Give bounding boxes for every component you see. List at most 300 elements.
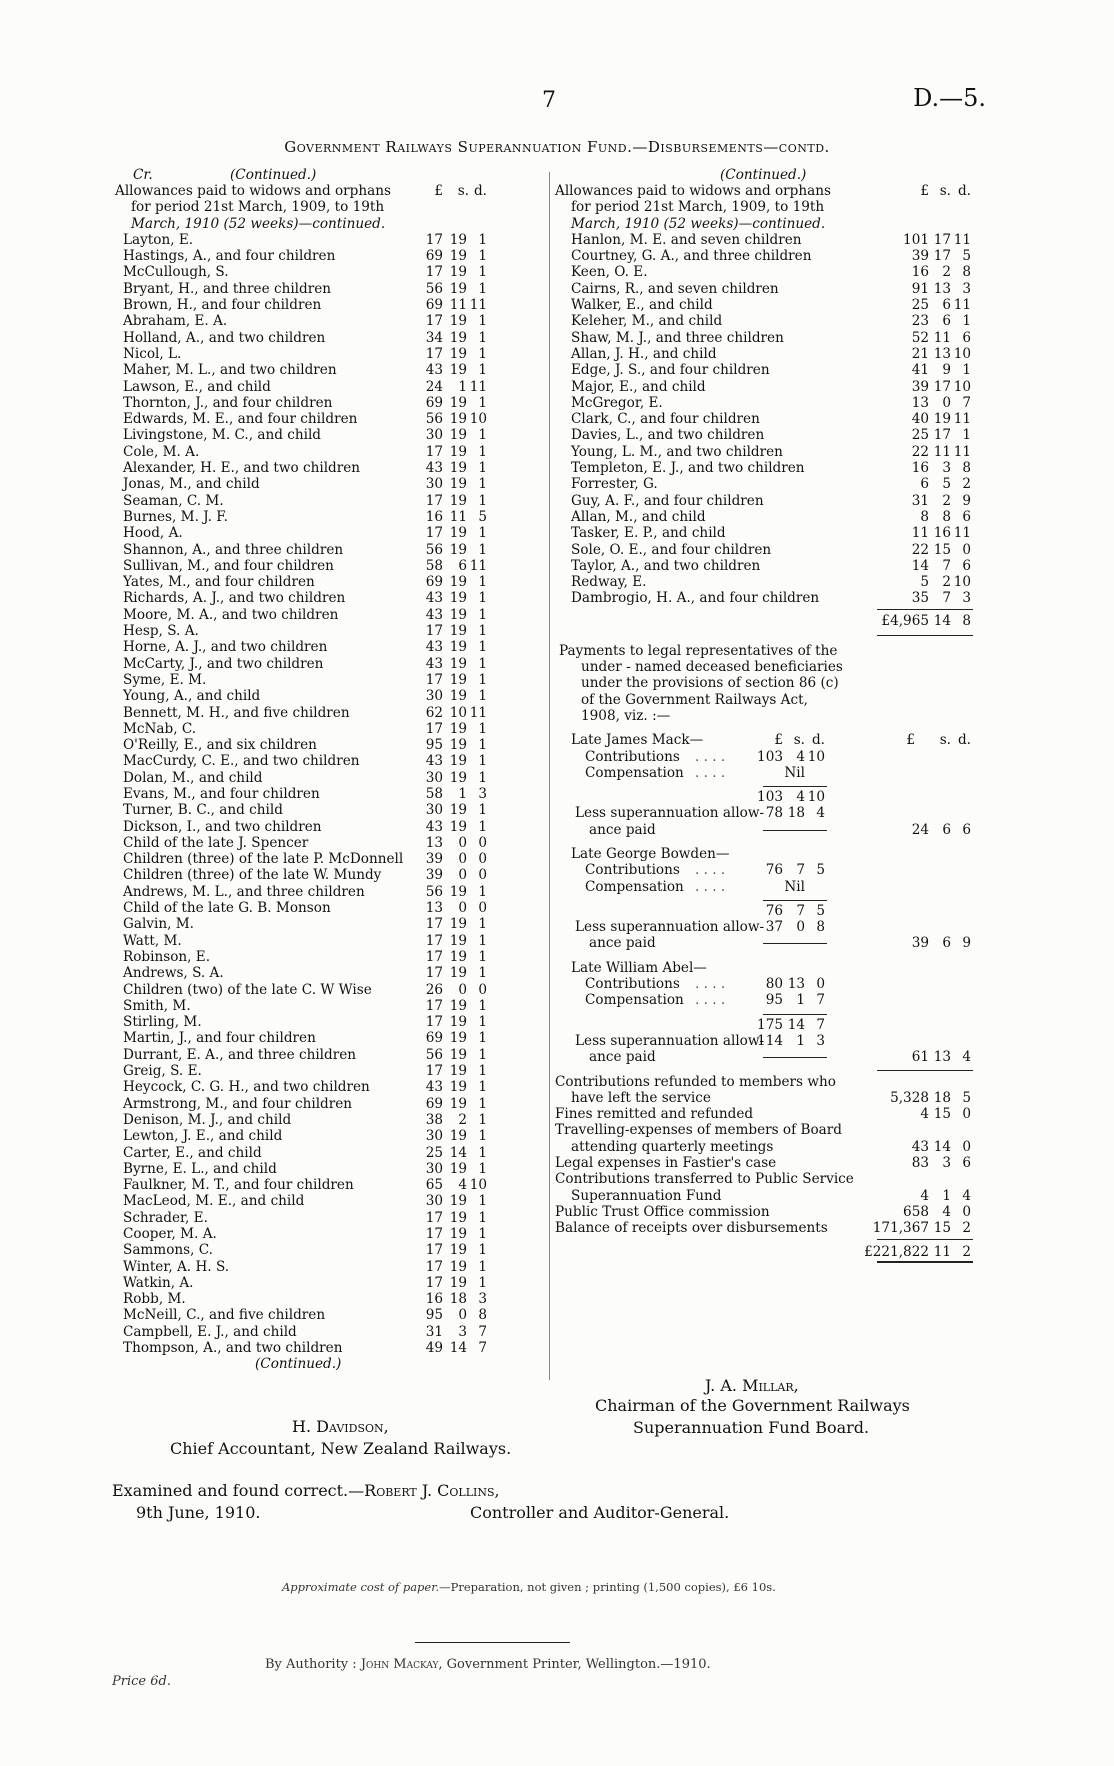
amount-shillings: 19: [449, 574, 467, 591]
payments-heading: under - named deceased beneficiaries: [581, 659, 843, 676]
amount-pounds: 69: [425, 248, 443, 265]
table-row: [115, 1259, 545, 1275]
amount-pounds: 40: [911, 411, 929, 428]
table-row: [115, 623, 545, 639]
amount-shillings: 15: [933, 541, 951, 558]
payments-heading: 1908, viz. :—: [581, 707, 671, 724]
amount-pence: 1: [478, 1014, 487, 1031]
net-pounds: 24: [911, 821, 929, 838]
amount-pence: 1: [478, 965, 487, 982]
beneficiary-name: Cooper, M. A.: [123, 1226, 217, 1242]
beneficiary-name: Bennett, M. H., and five children: [123, 704, 350, 721]
amount-pounds: 30: [425, 476, 443, 493]
amount-pounds: 171,367: [872, 1220, 929, 1237]
amount-pence: 0: [816, 976, 825, 993]
table-row: [115, 998, 545, 1014]
amount-pence: 3: [478, 785, 487, 802]
amount-pounds: 5,328: [890, 1089, 929, 1106]
price: Price 6d.: [112, 1674, 171, 1689]
table-row: [115, 1307, 545, 1323]
amount-shillings: 18: [449, 1291, 467, 1308]
amount-pounds: 16: [911, 264, 929, 281]
payments-heading: of the Government Railways Act,: [581, 691, 808, 708]
amount-shillings: 19: [449, 1160, 467, 1177]
amount-pounds: 76: [765, 902, 783, 919]
amount-shillings: 4: [942, 1203, 951, 1220]
table-row: [115, 1014, 545, 1030]
beneficiary-name: Cairns, R., and seven children: [571, 280, 779, 297]
amount-pence: 5: [962, 1089, 971, 1106]
amount-shillings: 19: [449, 688, 467, 705]
table-row: [115, 867, 545, 883]
contributions-label: Contributions: [585, 748, 680, 765]
less-label: Less superannuation allow-: [575, 1032, 765, 1049]
amount-pounds: 95: [425, 1307, 443, 1324]
amount-pence: 7: [478, 1323, 487, 1340]
table-row: [115, 411, 545, 427]
amount-pence: 6: [962, 329, 971, 346]
beneficiary-name: Young, A., and child: [123, 688, 261, 705]
beneficiary-name: Allan, J. H., and child: [571, 345, 717, 362]
amount-pounds: 95: [765, 992, 783, 1009]
beneficiary-name: Young, L. M., and two children: [571, 443, 783, 460]
amount-shillings: 10: [449, 704, 467, 721]
beneficiary-name: Maher, M. L., and two children: [123, 362, 337, 379]
table-row: [115, 444, 545, 460]
disbursement-label: attending quarterly meetings: [571, 1138, 774, 1155]
amount-pounds: 52: [911, 329, 929, 346]
amount-pounds: 41: [911, 362, 929, 379]
table-row: [115, 916, 545, 932]
contributions-label: Contributions: [585, 862, 680, 879]
amount-shillings: 19: [449, 443, 467, 460]
amount-shillings: 14: [449, 1144, 467, 1161]
amount-pounds: 16: [911, 460, 929, 477]
allowance-heading: for period 21st March, 1909, to 19th: [571, 199, 825, 216]
right-column: [555, 167, 985, 1263]
table-row: [115, 737, 545, 753]
amount-pence: 11: [469, 378, 487, 395]
table-row: [115, 379, 545, 395]
net-pence: 6: [962, 821, 971, 838]
amount-shillings: 19: [449, 623, 467, 640]
amount-shillings: 4: [796, 789, 805, 806]
amount-shillings: 0: [458, 1307, 467, 1324]
amount-shillings: 3: [458, 1323, 467, 1340]
table-row: [555, 444, 985, 460]
amount-pence: 8: [962, 264, 971, 281]
amount-shillings: 19: [449, 883, 467, 900]
net-shillings: 6: [942, 821, 951, 838]
amount-shillings: 19: [449, 818, 467, 835]
estate-compensation: [555, 765, 985, 781]
amount-pence: 1: [478, 574, 487, 591]
table-row: [555, 411, 985, 427]
table-row: [555, 509, 985, 525]
amount-pounds: 23: [911, 313, 929, 330]
amount-pence: 7: [816, 1016, 825, 1033]
table-row: [555, 542, 985, 558]
rule: [763, 786, 827, 787]
table-row: [115, 851, 545, 867]
amount-pounds: 13: [911, 394, 929, 411]
amount-shillings: 14: [449, 1340, 467, 1357]
disbursement-label: Contributions refunded to members who: [555, 1073, 836, 1090]
payments-heading: under the provisions of section 86 (c): [581, 675, 839, 692]
amount-pounds: 31: [911, 492, 929, 509]
table-row: [115, 965, 545, 981]
amount-pounds: 5: [920, 574, 929, 591]
amount-shillings: 15: [933, 1220, 951, 1237]
table-row: [115, 1324, 545, 1340]
amount-shillings: 19: [449, 965, 467, 982]
rule: [763, 1057, 827, 1058]
col-head-pounds: £: [906, 732, 915, 749]
contributions-label: Contributions: [585, 976, 680, 993]
amount-shillings: 19: [449, 606, 467, 623]
beneficiary-name: O'Reilly, E., and six children: [123, 737, 317, 754]
amount-pence: 1: [478, 362, 487, 379]
amount-shillings: 1: [458, 785, 467, 802]
amount-pence: 1: [478, 916, 487, 933]
estate-contributions: [555, 976, 985, 992]
amount-pounds: 16: [425, 508, 443, 525]
amount-pence: 10: [469, 1177, 487, 1194]
amount-pounds: 49: [425, 1340, 443, 1357]
estate-name-row: [555, 846, 985, 862]
leader-dots: . . . .: [695, 764, 726, 781]
amount-pence: 11: [953, 443, 971, 460]
col-head-pounds: £: [774, 732, 783, 749]
amount-pounds: 38: [425, 1111, 443, 1128]
beneficiary-name: McNab, C.: [123, 720, 197, 737]
amount-pounds: 62: [425, 704, 443, 721]
amount-pounds: 17: [425, 916, 443, 933]
table-row: [555, 232, 985, 248]
amount-pence: 1: [478, 769, 487, 786]
table-row: [115, 362, 545, 378]
column-divider: [549, 172, 550, 1380]
amount-pence: 1: [478, 460, 487, 477]
table-row: [555, 558, 985, 574]
beneficiary-name: Andrews, M. L., and three children: [123, 883, 365, 900]
amount-pounds: 43: [425, 590, 443, 607]
amount-shillings: 19: [933, 411, 951, 428]
amount-shillings: 19: [449, 394, 467, 411]
total-pounds: £221,822: [864, 1243, 929, 1260]
table-row: [115, 1063, 545, 1079]
amount-shillings: 8: [942, 508, 951, 525]
estate-sum: [555, 903, 985, 919]
table-row: [115, 949, 545, 965]
beneficiary-name: Dickson, I., and two children: [123, 818, 322, 835]
disbursement-label: Legal expenses in Fastier's case: [555, 1155, 777, 1172]
table-row: [115, 884, 545, 900]
allowance-heading: Allowances paid to widows and orphans: [115, 183, 391, 199]
amount-pounds: 83: [911, 1155, 929, 1172]
amount-pounds: 30: [425, 427, 443, 444]
disbursement-label: have left the service: [571, 1089, 711, 1106]
amount-pence: 11: [469, 557, 487, 574]
beneficiary-name: Courtney, G. A., and three children: [571, 248, 812, 265]
beneficiary-name: Keleher, M., and child: [571, 313, 723, 330]
payments-heading-line: [555, 659, 985, 675]
amount-shillings: 2: [458, 1111, 467, 1128]
table-row: [115, 1226, 545, 1242]
rule-row: [555, 781, 985, 789]
amount-pence: 9: [962, 492, 971, 509]
amount-pence: 1: [478, 280, 487, 297]
amount-shillings: 19: [449, 932, 467, 949]
beneficiary-name: Guy, A. F., and four children: [571, 492, 764, 509]
amount-pence: 1: [478, 623, 487, 640]
beneficiary-name: Heycock, C. G. H., and two children: [123, 1079, 370, 1096]
estate-contributions: [555, 862, 985, 878]
beneficiary-name: Seaman, C. M.: [123, 492, 224, 509]
amount-shillings: 9: [942, 362, 951, 379]
amount-pence: 1: [478, 1030, 487, 1047]
amount-pence: 1: [478, 1193, 487, 1210]
amount-shillings: 18: [787, 805, 805, 822]
leader-dots: . . . .: [695, 878, 726, 895]
beneficiary-name: Major, E., and child: [571, 378, 706, 395]
amount-shillings: 11: [449, 508, 467, 525]
beneficiary-name: Horne, A. J., and two children: [123, 639, 328, 656]
beneficiary-name: Cole, M. A.: [123, 443, 200, 460]
amount-shillings: 3: [942, 460, 951, 477]
beneficiary-name: Abraham, E. A.: [123, 313, 228, 330]
beneficiary-name: Layton, E.: [123, 231, 194, 248]
amount-shillings: 17: [933, 427, 951, 444]
beneficiary-name: Redway, E.: [571, 574, 647, 591]
table-row: [115, 1210, 545, 1226]
amount-shillings: 7: [796, 902, 805, 919]
estate-name: Late George Bowden—: [571, 845, 730, 862]
less-label: Less superannuation allow-: [575, 805, 765, 822]
amount-shillings: 19: [449, 997, 467, 1014]
beneficiary-name: Holland, A., and two children: [123, 329, 326, 346]
amount-pounds: 17: [425, 264, 443, 281]
table-row: [115, 639, 545, 655]
amount-pence: 10: [807, 789, 825, 806]
amount-shillings: 1: [458, 378, 467, 395]
table-row: [115, 493, 545, 509]
amount-pence: 1: [478, 753, 487, 770]
amount-shillings: 19: [449, 1063, 467, 1080]
table-row: [555, 460, 985, 476]
amount-pence: 1: [478, 443, 487, 460]
table-row: [115, 395, 545, 411]
table-row: [115, 297, 545, 313]
amount-shillings: 19: [449, 492, 467, 509]
left-table: [115, 232, 545, 1356]
table-row: [555, 330, 985, 346]
amount-pence: 1: [478, 997, 487, 1014]
rule: [877, 1239, 973, 1240]
audit-statement: Examined and found correct.—Robert J. Collins,: [112, 1481, 500, 1500]
beneficiary-name: Schrader, E.: [123, 1209, 208, 1226]
amount-pounds: 69: [425, 1095, 443, 1112]
disbursement-row: [555, 1074, 985, 1090]
auditor-title: Controller and Auditor-General.: [470, 1503, 730, 1522]
table-row: [115, 982, 545, 998]
amount-pence: 3: [962, 590, 971, 607]
amount-pence: 10: [953, 378, 971, 395]
estate-less: [555, 805, 985, 821]
table-row: [115, 1242, 545, 1258]
net-shillings: 13: [933, 1049, 951, 1066]
estate-less: [555, 919, 985, 935]
table-row: [115, 1193, 545, 1209]
amount-pounds: 30: [425, 688, 443, 705]
amount-pounds: 17: [425, 1209, 443, 1226]
payments-heading-line: [555, 643, 985, 659]
beneficiary-name: MacCurdy, C. E., and two children: [123, 753, 360, 770]
amount-pounds: 16: [425, 1291, 443, 1308]
amount-pounds: 80: [765, 976, 783, 993]
amount-shillings: 19: [449, 655, 467, 672]
amount-pence: 1: [478, 590, 487, 607]
net-pence: 4: [962, 1049, 971, 1066]
amount-shillings: 19: [449, 476, 467, 493]
amount-pounds: 24: [425, 378, 443, 395]
amount-shillings: 1: [942, 1187, 951, 1204]
beneficiary-name: Galvin, M.: [123, 916, 194, 933]
table-row: [115, 672, 545, 688]
amount-pence: 1: [478, 492, 487, 509]
amount-shillings: 14: [933, 1138, 951, 1155]
total-shillings: 11: [933, 1243, 951, 1260]
amount-pounds: 17: [425, 720, 443, 737]
col-head-pounds: £: [434, 183, 443, 199]
amount-shillings: 1: [796, 1032, 805, 1049]
amount-pence: 0: [962, 1106, 971, 1123]
beneficiary-name: Carter, E., and child: [123, 1144, 262, 1161]
col-head-shillings: s.: [939, 732, 951, 749]
table-row: [115, 427, 545, 443]
amount-pounds: 658: [903, 1203, 929, 1220]
allowance-heading: Allowances paid to widows and orphans: [555, 183, 831, 199]
amount-pence: 1: [478, 394, 487, 411]
amount-pounds: 13: [425, 834, 443, 851]
net-pence: 9: [962, 935, 971, 952]
table-row: [115, 281, 545, 297]
col-head-pence: d.: [473, 183, 487, 199]
amount-shillings: 6: [942, 313, 951, 330]
amount-shillings: 14: [787, 1016, 805, 1033]
amount-pence: 8: [816, 919, 825, 936]
amount-shillings: 4: [796, 748, 805, 765]
amount-pence: 11: [953, 297, 971, 314]
amount-shillings: 19: [449, 541, 467, 558]
amount-shillings: 19: [449, 1274, 467, 1291]
subtotal-pounds: £4,965: [881, 612, 929, 629]
disbursement-row: [555, 1155, 985, 1171]
amount-pence: 0: [962, 1203, 971, 1220]
amount-pounds: 56: [425, 1046, 443, 1063]
amount-pence: 1: [478, 525, 487, 542]
table-row: [555, 379, 985, 395]
beneficiary-name: Sole, O. E., and four children: [571, 541, 772, 558]
amount-pounds: 6: [920, 476, 929, 493]
disbursement-row: [555, 1090, 985, 1106]
amount-pounds: 17: [425, 1063, 443, 1080]
double-rule: [877, 1261, 973, 1263]
amount-pence: 1: [478, 329, 487, 346]
table-row: [115, 705, 545, 721]
amount-pence: 11: [469, 704, 487, 721]
amount-pounds: 17: [425, 1014, 443, 1031]
auditor-name: Robert J. Collins,: [364, 1481, 500, 1500]
amount-shillings: 19: [449, 1079, 467, 1096]
table-row: [115, 933, 545, 949]
amount-pence: 8: [962, 460, 971, 477]
amount-pounds: 17: [425, 948, 443, 965]
amount-pounds: 17: [425, 671, 443, 688]
beneficiary-name: Dolan, M., and child: [123, 769, 263, 786]
estate-net: [555, 1049, 985, 1065]
table-row: [555, 346, 985, 362]
amount-pence: 11: [953, 525, 971, 542]
less-label: ance paid: [589, 1049, 656, 1066]
estate-net: [555, 935, 985, 951]
beneficiary-name: Byrne, E. L., and child: [123, 1160, 277, 1177]
beneficiary-name: Child of the late G. B. Monson: [123, 900, 331, 917]
amount-pounds: 76: [765, 862, 783, 879]
amount-pence: 1: [478, 1063, 487, 1080]
estate-sum: [555, 789, 985, 805]
amount-pounds: 21: [911, 345, 929, 362]
disbursement-label: Superannuation Fund: [571, 1187, 722, 1204]
col-head-pounds: £: [920, 183, 929, 199]
beneficiary-name: McNeill, C., and five children: [123, 1307, 326, 1324]
amount-pence: 1: [962, 313, 971, 330]
beneficiary-name: Winter, A. H. S.: [123, 1258, 230, 1275]
amount-pounds: 43: [425, 1079, 443, 1096]
disbursement-row: [555, 1220, 985, 1236]
amount-shillings: 19: [449, 427, 467, 444]
amount-shillings: 13: [933, 280, 951, 297]
amount-shillings: 19: [449, 720, 467, 737]
disbursement-row: [555, 1106, 985, 1122]
col-head-pence: d.: [811, 732, 825, 749]
continued-heading: (Continued.): [720, 167, 807, 183]
table-row: [115, 330, 545, 346]
amount-pounds: 4: [920, 1187, 929, 1204]
amount-shillings: 11: [933, 329, 951, 346]
amount-pounds: 25: [911, 427, 929, 444]
amount-pounds: 56: [425, 411, 443, 428]
amount-pence: 1: [478, 671, 487, 688]
estate-name: Late William Abel—: [571, 959, 707, 976]
amount-pence: 6: [962, 557, 971, 574]
amount-shillings: 19: [449, 329, 467, 346]
amount-pounds: 34: [425, 329, 443, 346]
estate-contributions: [555, 749, 985, 765]
amount-pence: 4: [962, 1187, 971, 1204]
amount-pence: 3: [478, 1291, 487, 1308]
amount-pounds: 17: [425, 313, 443, 330]
beneficiary-name: Burnes, M. J. F.: [123, 508, 228, 525]
amount-pence: 7: [816, 992, 825, 1009]
table-row: [555, 313, 985, 329]
estate-name: Late James Mack—: [571, 732, 704, 749]
amount-pence: 0: [478, 900, 487, 917]
amount-pounds: 43: [425, 362, 443, 379]
beneficiary-name: Edwards, M. E., and four children: [123, 411, 358, 428]
amount-pounds: 22: [911, 541, 929, 558]
amount-pounds: 35: [911, 590, 929, 607]
